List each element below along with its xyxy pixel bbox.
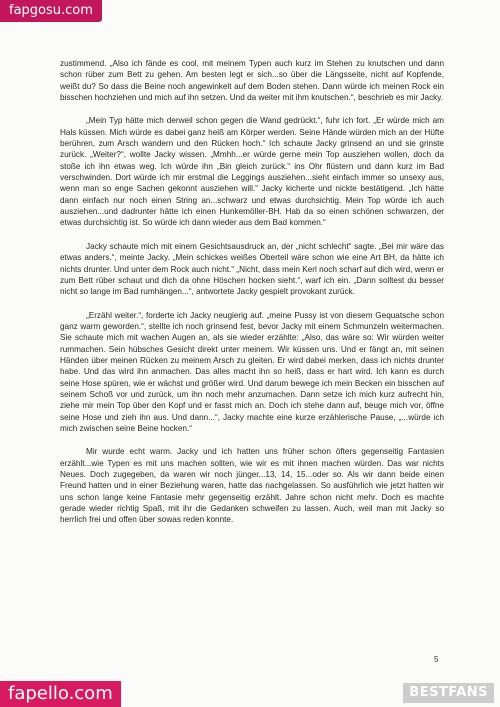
document-page [60,58,444,538]
page-number: 5 [434,655,439,664]
watermark-top-left: fapgosu.com [0,0,102,22]
paragraph-5: Mir wurde echt warm. Jacky und ich hatten uns früher schon öfters gegenseitig Fantasien erzählt...wie Typen es mit uns machen sollten, wie wir es mit ihnen machen würden. Das war nichts Neues. Doch zugegeben, da waren wir noch jünger...13, 14, 15...oder so. Als wir dann beide einen Freund hatten und in einer Beziehung waren, hatte das nachgelassen. So ausführlich wie jetzt hatten wir uns schon lange keine Fantasie mehr gegenseitig erzählt. Jahre schon nicht mehr. Doch es machte gerade wieder richtig Spaß, mit ihr die Gedanken schweifen zu lassen. Auch, weil man mit Jacky so herrlich frei und offen über sowas reden konnte. [60,447,444,525]
paragraph-3: Jacky schaute mich mit einem Gesichtsausdruck an, der „nicht schlecht“ sagte. „Bei mir wäre das etwas anders.“, meinte Jacky. „Mein schickes weißes Oberteil wäre schon wie eine Art BH, da hätte ich nichts drunter. Und unter dem Rock auch nicht.“ „Nicht, dass mein Kerl noch scharf auf dich wird, wenn er zum Bett rüber schaut und dich da ohne Höschen hocken sieht.“, warf ich ein. „Dann solltest du besser nicht so lange im Bad rumhängen...“, antwortete Jacky gespielt provokant zurück. [60,241,444,297]
paragraph-1: zustimmend. „Also ich fände es cool, mit meinem Typen auch kurz im Stehen zu knutschen und dann schon rüber zum Bett zu gehen. Am besten legt er sich...so über die Längsseite, nicht auf Kopfende, weißt du? So dass die Beine noch angewinkelt auf dem Boden stehen. Dann würde ich meinen Rock ein bisschen hochziehen und mich auf ihn setzen. Und da weiter mit ihm knutschen.“, beschrieb es mir Jacky. [60,59,444,103]
watermark-bottom-right: BESTFANS [403,683,494,703]
paragraph-4: „Erzähl weiter.“, forderte ich Jacky neugierig auf. „meine Pussy ist von diesem Gequatsche schon ganz warm geworden.“, stellte ich noch grinsend fest, bevor Jacky mit einem Schmunzeln weitermachen. Sie schaute mich mit wachen Augen an, als sie wieder erzählte: „Also, das wäre so: Wir würden weiter rummachen. Sein hübsches Gesicht direkt unter meinem. Wir küssen uns. Und er fängt an, mit seinen Händen über meinen Rücken zu meinem Arsch zu gleiten. Er wird dabei merken, dass ich nichts drunter habe. Und das wird ihn anmachen. Das alles macht ihn so heiß, dass er hart wird. Ich kann es durch seine Hose spüren, wie er wächst und größer wird. Und darum bewege ich mein Becken ein bisschen auf seinem Schoß vor und zurück, um ihn noch mehr anzumachen. Dann setze ich mich kurz aufrecht hin, ziehe mir mein Top über den Kopf und er fasst mich an. Doch ich stehe dann auf, beuge mich vor, öffne seine Hose und zieh ihn aus. Und dann...“, Jacky machte eine kurze erzählerische Pause, „...würde ich mich zwischen seine Beine hocken.“ [60,310,444,433]
paragraph-2: „Mein Typ hätte mich derweil schon gegen die Wand gedrückt.“, fuhr ich fort. „Er würde mich am Hals küssen. Mich würde es dabei ganz heiß am Körper werden. Seine Hände würden mich an der Hüfte berühren, zum Arsch wandern und den Rücken hoch.“ Ich schaute Jacky grinsend an und sie grinste zurück. „Weiter?“, wollte Jacky wissen. „Mmhh...er würde gerne mein Top ausziehen wollen, doch da stoße ich ihn etwas weg. Ich würde ihn „Bin gleich zurück.“ ins Ohr flüstern und dann kurz im Bad verschwinden. Dort würde ich mir erstmal die Leggings ausziehen...sieht einfach immer so unsexy aus, wenn man so enge Sachen gekonnt ausziehen will.“ Jacky kicherte und nickte bestätigend. „Ich hätte dann einfach nur noch einen String an...schwarz und etwas durchsichtig. Mein Top würde ich auch ausziehen...und dadrunter hätte ich einen Hunkemöller-BH. Hab da so einen schönen schwarzen, der etwas durchsichtig ist. So würde ich dann wieder aus dem Bad kommen.“ [60,116,444,228]
watermark-bottom-left: fapello.com [0,681,121,707]
